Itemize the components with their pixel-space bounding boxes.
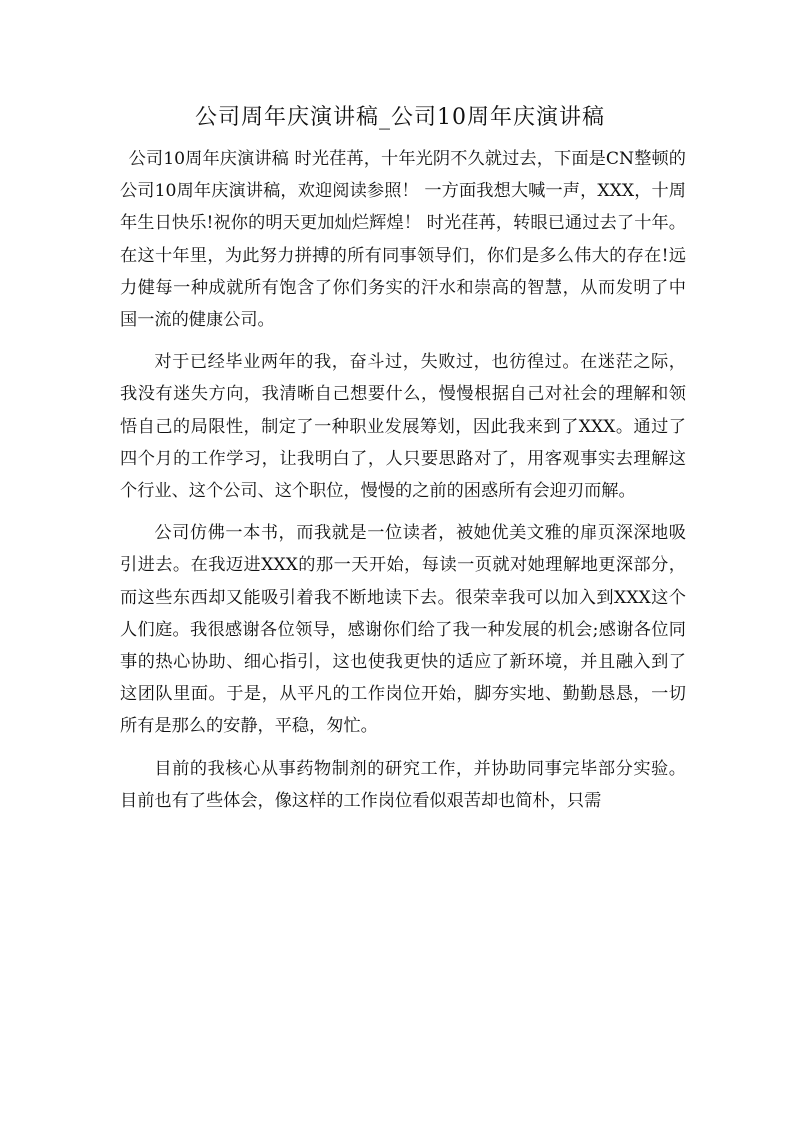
paragraph-company-book: 公司仿佛一本书，而我就是一位读者，被她优美文雅的扉页深深地吸引进去。在我迈进XXX的那一天开始，每读一页就对她理解地更深部分，而这些东西却又能吸引着我不断地读下去。很荣幸我可以加入到XXX这个人们庭。我很感谢各位领导，感谢你们给了我一种发展的机会;感谢各位同事的热心协助、细心指引，这也使我更快的适应了新环境，并且融入到了这团队里面。于是，从平凡的工作岗位开始，脚夯实地、勤勤恳恳，一切所有是那么的安静，平稳，匆忙。 xyxy=(120,523,686,737)
paragraph-current-work: 目前的我核心从事药物制剂的研究工作，并协助同事完毕部分实验。目前也有了些体会，像这样的工作岗位看似艰苦却也简朴，只需 xyxy=(120,758,686,811)
paragraph-intro: 公司10周年庆演讲稿 时光荏苒，十年光阴不久就过去，下面是CN整顿的公司10周年庆演讲稿，欢迎阅读参照！ 一方面我想大喊一声，XXX，十周年生日快乐!祝你的明天更加灿烂辉煌！ 时光荏苒，转眼已通过去了十年。在这十年里，为此努力拼搏的所有同事领导们，你们是多么伟大的存在!远力健每一种成就所有饱含了你们务实的汗水和崇高的智慧，从而发明了中国一流的健康公司。 xyxy=(120,149,686,331)
paragraph-career: 对于已经毕业两年的我，奋斗过，失败过，也彷徨过。在迷茫之际，我没有迷失方向，我清晰自己想要什么，慢慢根据自己对社会的理解和领悟自己的局限性，制定了一种职业发展筹划，因此我来到了XXX。通过了四个月的工作学习，让我明白了，人只要思路对了，用客观事实去理解这个行业、这个公司、这个职位，慢慢的之前的困惑所有会迎刃而解。 xyxy=(120,352,686,502)
document-title: 公司周年庆演讲稿_公司10周年庆演讲稿 xyxy=(195,105,605,130)
document-body xyxy=(120,143,686,827)
